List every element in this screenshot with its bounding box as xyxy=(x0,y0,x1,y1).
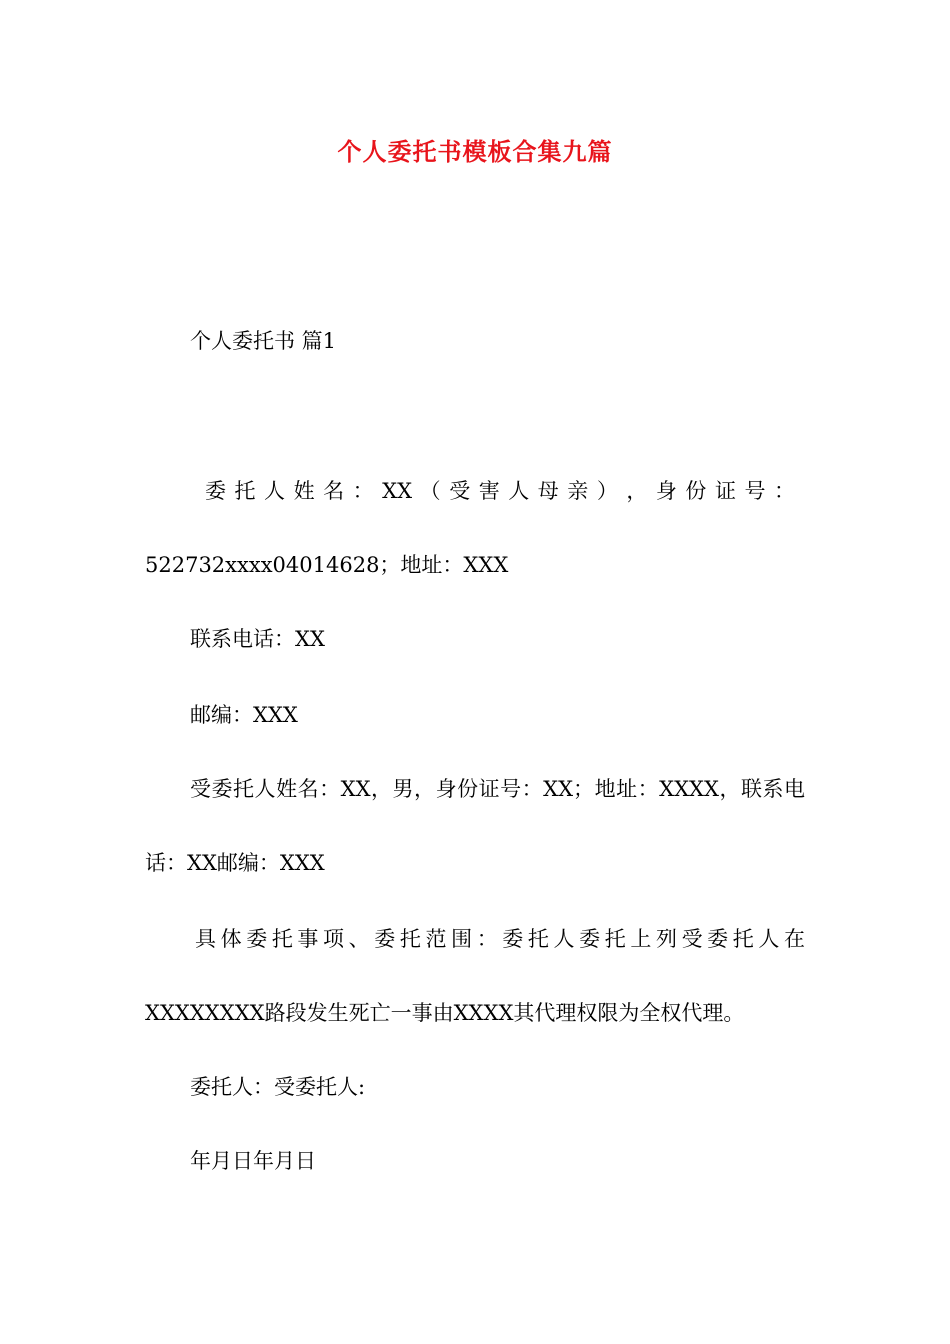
entrustment-matter-line: XXXXXXXX路段发生死亡一事由XXXX其代理权限为全权代理。 xyxy=(145,1001,745,1025)
entrustment-scope-line: 具体委托事项、委托范围：委托人委托上列受委托人在 xyxy=(195,927,805,951)
agent-phone-postcode-line: 话：XX邮编：XXX xyxy=(145,851,325,875)
principal-id-address-line: 522732xxxx04014628；地址：XXX xyxy=(145,553,509,577)
signature-line: 委托人：受委托人: xyxy=(190,1075,366,1099)
principal-postcode-line: 邮编：XXX xyxy=(190,703,298,727)
document-title: 个人委托书模板合集九篇 xyxy=(337,138,613,166)
date-line: 年月日年月日 xyxy=(190,1149,316,1173)
principal-name-line: 委 托 人 姓 名 ： XX （ 受 害 人 母 亲 ） ， 身 份 证 号 ： xyxy=(205,479,795,503)
section-heading: 个人委托书 篇1 xyxy=(190,329,337,353)
agent-info-line: 受委托人姓名：XX，男，身份证号：XX；地址：XXXX，联系电 xyxy=(190,777,805,801)
principal-phone-line: 联系电话：XX xyxy=(190,627,325,651)
